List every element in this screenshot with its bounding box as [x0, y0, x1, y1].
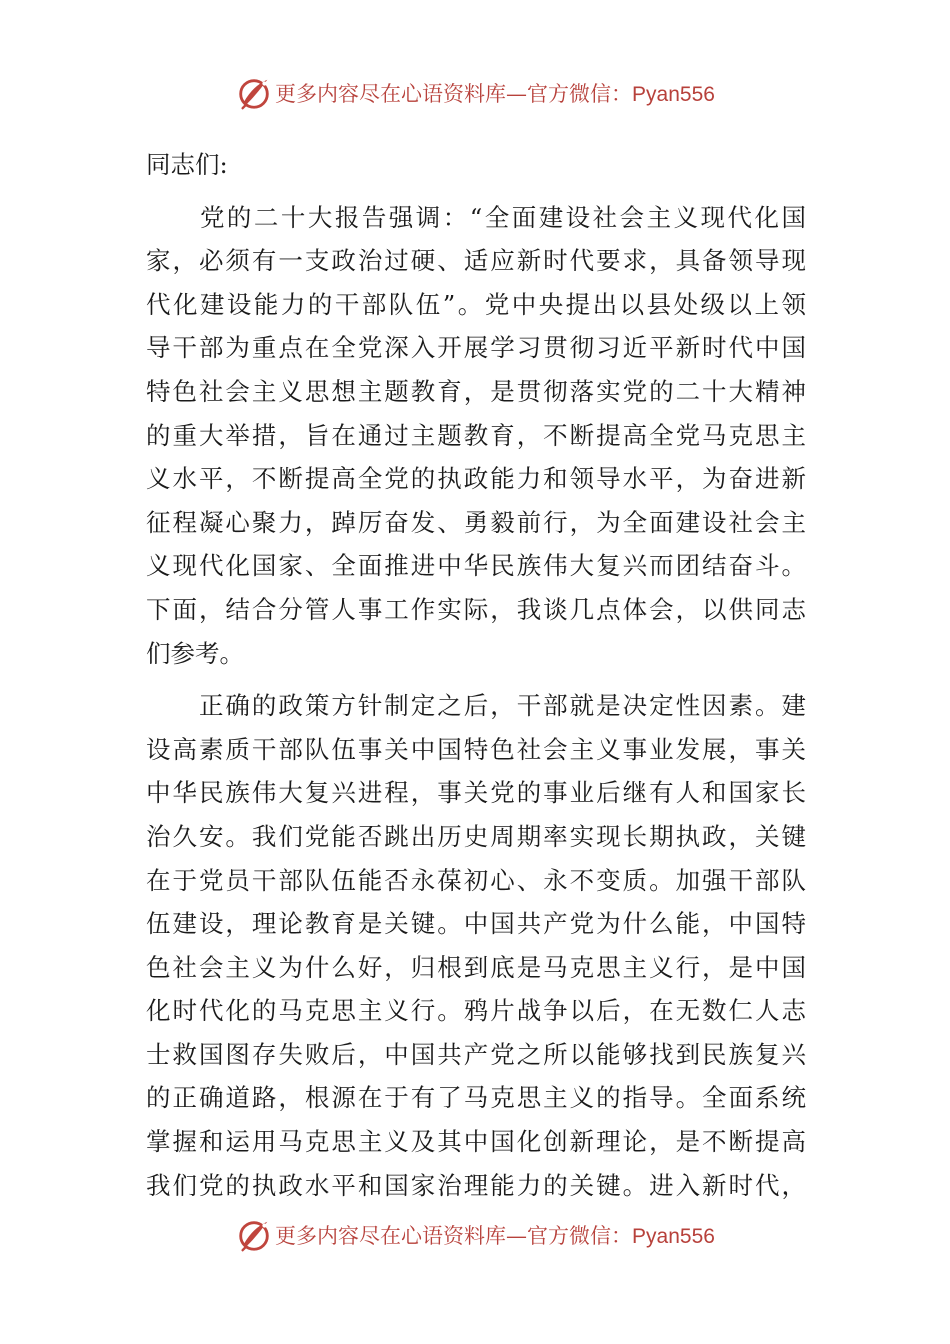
paragraph-line: 特色社会主义思想主题教育，是贯彻落实党的二十大精神	[146, 376, 806, 406]
header-banner	[0, 73, 950, 113]
footer-wechat-id: Pyan556	[632, 1225, 715, 1248]
paragraph-line: 义水平，不断提高全党的执政能力和领导水平，为奋进新	[146, 464, 806, 494]
paragraph-line: 义现代化国家、全面推进中华民族伟大复兴而团结奋斗。	[146, 551, 806, 581]
paragraph-line: 代化建设能力的干部队伍”。党中央提出以县处级以上领	[146, 289, 806, 319]
paragraph-line: 中华民族伟大复兴进程，事关党的事业后继有人和国家长	[146, 778, 806, 808]
brush-logo-icon	[235, 1216, 273, 1254]
footer-banner	[0, 1215, 950, 1255]
document-body	[146, 143, 806, 1207]
paragraph-1	[146, 196, 806, 676]
paragraph-line: 下面，结合分管人事工作实际，我谈几点体会，以供同志	[146, 594, 806, 624]
paragraph-line: 化时代化的马克思主义行。鸦片战争以后，在无数仁人志	[146, 996, 806, 1026]
header-label: 更多内容尽在心语资料库—官方微信：	[275, 82, 633, 106]
paragraph-line: 党的二十大报告强调：“全面建设社会主义现代化国	[146, 202, 806, 232]
paragraph-line: 在于党员干部队伍能否永葆初心、永不变质。加强干部队	[146, 865, 806, 895]
paragraph-line: 征程凝心聚力，踔厉奋发、勇毅前行，为全面建设社会主	[146, 507, 806, 537]
paragraph-line: 治久安。我们党能否跳出历史周期率实现长期执政，关键	[146, 821, 806, 851]
paragraph-line: 的重大举措，旨在通过主题教育，不断提高全党马克思主	[146, 420, 806, 450]
header-wechat-id: Pyan556	[632, 83, 715, 106]
paragraph-line: 们参考。	[146, 638, 244, 668]
paragraph-line: 设高素质干部队伍事关中国特色社会主义事业发展，事关	[146, 734, 806, 764]
footer-label: 更多内容尽在心语资料库—官方微信：	[275, 1224, 633, 1248]
paragraph-line: 正确的政策方针制定之后，干部就是决定性因素。建	[146, 691, 806, 721]
paragraph-2	[146, 684, 806, 1207]
paragraph-line: 的正确道路，根源在于有了马克思主义的指导。全面系统	[146, 1083, 806, 1113]
paragraph-line: 我们党的执政水平和国家治理能力的关键。进入新时代，	[146, 1170, 806, 1200]
paragraph-line: 士救国图存失败后，中国共产党之所以能够找到民族复兴	[146, 1039, 806, 1069]
header-text	[275, 78, 715, 108]
salutation: 同志们:	[146, 150, 228, 179]
footer-text	[275, 1220, 715, 1250]
paragraph-line: 家，必须有一支政治过硬、适应新时代要求，具备领导现	[146, 246, 806, 276]
paragraph-line: 掌握和运用马克思主义及其中国化创新理论，是不断提高	[146, 1127, 806, 1157]
paragraph-line: 伍建设，理论教育是关键。中国共产党为什么能，中国特	[146, 909, 806, 939]
paragraph-line: 导干部为重点在全党深入开展学习贯彻习近平新时代中国	[146, 333, 806, 363]
brush-logo-icon	[235, 74, 273, 112]
paragraph-line: 色社会主义为什么好，归根到底是马克思主义行，是中国	[146, 952, 806, 982]
